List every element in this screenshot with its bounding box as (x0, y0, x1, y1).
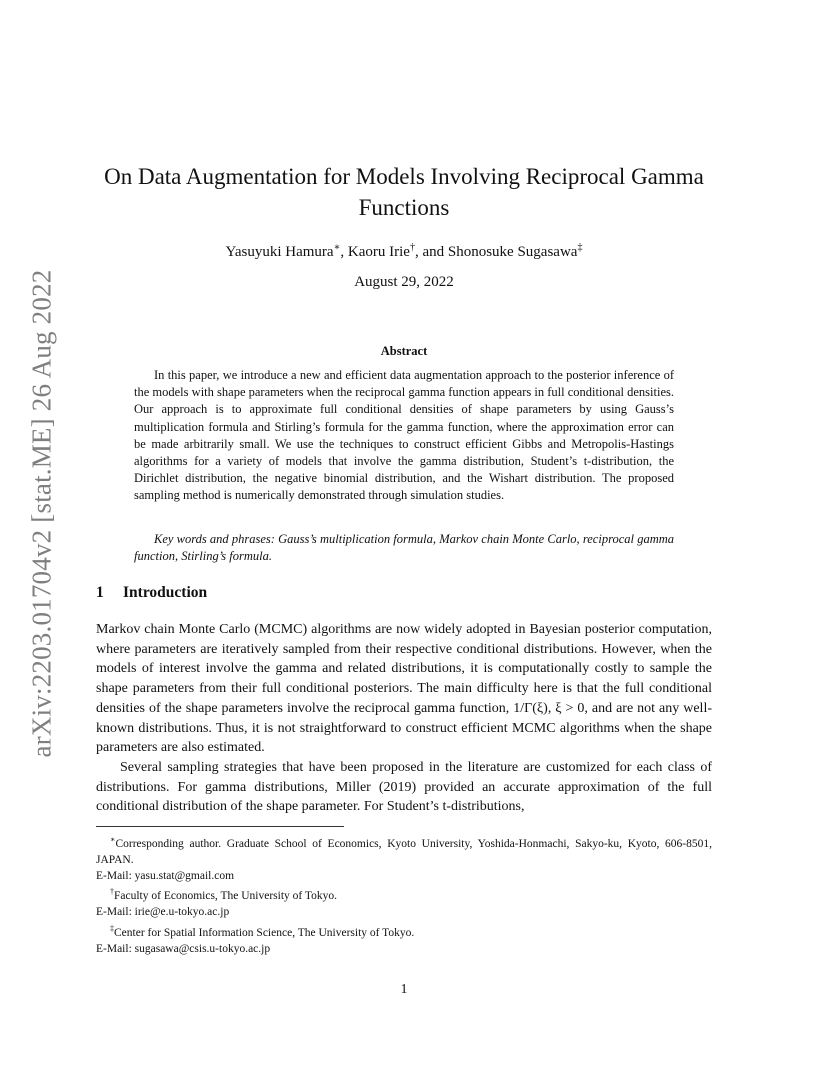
body-paragraph: Markov chain Monte Carlo (MCMC) algorithms are now widely adopted in Bayesian posterior computation, where parameters are iteratively sampled from their respective conditional distributions. However, when the models of interest involve the gamma and related distributions, it is computationally costly to sample the shape parameters from their full conditional posteriors. The main difficulty here is that the full conditional densities of the shape parameters involve the reciprocal gamma function, 1/Γ(ξ), ξ > 0, and are not any well-known distributions. Thus, it is not straightforward to construct efficient MCMC algorithms when the shape parameters are also estimated. (96, 622, 712, 756)
paper-date: August 29, 2022 (354, 274, 454, 290)
footnote-text: Corresponding author. Graduate School of Economics, Kyoto University, Yoshida-Honmachi, Sakyo-ku, Kyoto, 606-8501, JAPAN. (96, 837, 712, 867)
section-number: 1 (96, 584, 104, 601)
footnote-email[interactable]: E-Mail: irie@e.u-tokyo.ac.jp (96, 906, 230, 919)
author-name: Kaoru Irie (347, 244, 410, 260)
footnote-divider (96, 826, 344, 827)
footnote-mark: † (110, 887, 114, 897)
footnote (96, 884, 712, 904)
footnote (96, 868, 712, 884)
section-title: Introduction (123, 584, 208, 601)
arxiv-sidebar-stamp (18, 269, 66, 757)
abstract-text: In this paper, we introduce a new and efficient data augmentation approach to the posterior inference of the models with shape parameters when the reciprocal gamma function appears in full conditional densities. Our approach is to approximate full conditional densities of shape parameters by using Gauss’s multiplication formula and Stirling’s formula for the gamma function, where the approximation error can be made arbitrarily small. We use the techniques to construct efficient Gibbs and Metropolis-Hastings algorithms for a variety of models that involve the gamma distribution, Student’s t-distribution, the Dirichlet distribution, the negative binomial distribution, and the Wishart distribution. The proposed sampling method is numerically demonstrated through simulation studies. (134, 368, 674, 503)
footnotes (96, 832, 712, 957)
author-footnote-mark[interactable]: ∗ (333, 242, 341, 253)
footnote-mark: ∗ (110, 835, 116, 844)
author-list (96, 238, 712, 262)
section-body (96, 620, 712, 817)
author-name: Shonosuke Sugasawa (447, 244, 578, 260)
footnote (96, 921, 712, 941)
author-footnote-mark[interactable]: ‡ (577, 242, 583, 253)
footnote (96, 832, 712, 868)
author-separator: , (340, 244, 348, 260)
footnote (96, 904, 712, 920)
footnote-text: Center for Spatial Information Science, The University of Tokyo. (114, 926, 415, 939)
footnote-text: Faculty of Economics, The University of Tokyo. (114, 890, 337, 903)
author-separator: , and (414, 244, 448, 260)
paper-title: On Data Augmentation for Models Involving Reciprocal Gamma Functions (104, 164, 704, 220)
author-name: Yasuyuki Hamura (225, 244, 334, 260)
page-number: 1 (400, 982, 408, 997)
footnote (96, 941, 712, 957)
author-footnote-mark[interactable]: † (409, 242, 415, 253)
footnote-email[interactable]: E-Mail: yasu.stat@gmail.com (96, 870, 235, 883)
abstract-heading: Abstract (380, 344, 428, 358)
footnote-email[interactable]: E-Mail: sugasawa@csis.u-tokyo.ac.jp (96, 942, 271, 955)
section-heading (96, 584, 207, 602)
arxiv-identifier: arXiv:2203.01704v2 [stat.ME] 26 Aug 2022 (26, 269, 57, 757)
keywords-text: Key words and phrases: Gauss’s multiplication formula, Markov chain Monte Carlo, reciprocal gamma function, Stirling’s formula. (134, 532, 674, 564)
body-paragraph: Several sampling strategies that have been proposed in the literature are customized for each class of distributions. For gamma distributions, Miller (2019) provided an accurate approximation of the full conditional distribution of the shape parameter. For Student’s t-distributions, (96, 759, 712, 815)
footnote-mark: ‡ (110, 923, 114, 933)
